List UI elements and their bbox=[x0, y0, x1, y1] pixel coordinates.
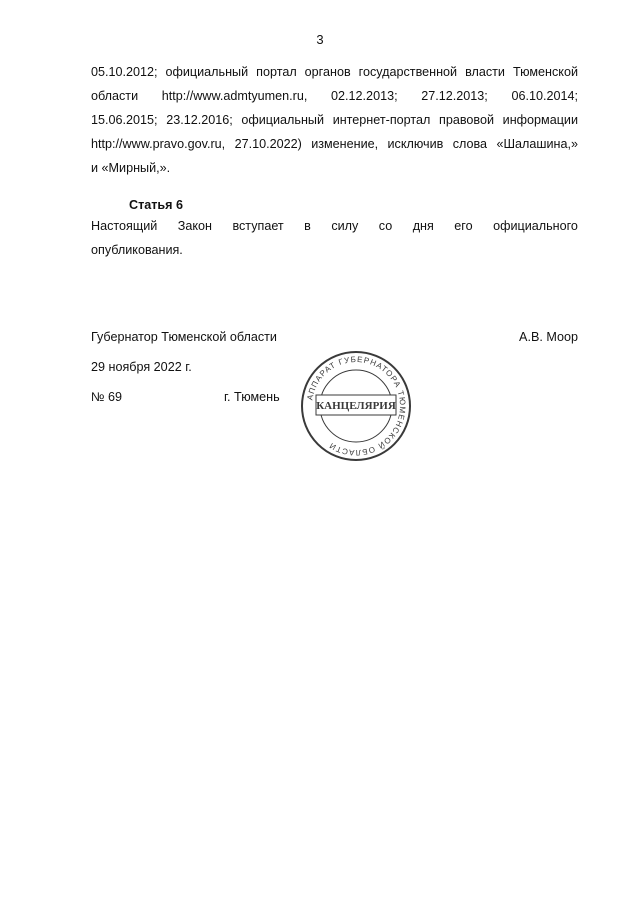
word: его bbox=[454, 219, 473, 233]
word: официальный bbox=[165, 65, 249, 79]
word: интернет-портал bbox=[332, 113, 431, 127]
stamp-center-text: КАНЦЕЛЯРИЯ bbox=[316, 400, 396, 412]
signing-city: г. Тюмень bbox=[224, 390, 280, 404]
page-number: 3 bbox=[316, 32, 324, 47]
word: 05.10.2012; bbox=[91, 65, 158, 79]
word: 27.12.2013; bbox=[421, 89, 488, 103]
text-line bbox=[91, 238, 578, 262]
word: силу bbox=[331, 219, 359, 233]
official-stamp bbox=[300, 350, 412, 462]
word: Закон bbox=[177, 219, 212, 233]
word: 15.06.2015; bbox=[91, 113, 158, 127]
word: со bbox=[378, 219, 393, 233]
word: официального bbox=[493, 219, 578, 233]
word: исключив bbox=[387, 137, 444, 151]
word: официальный bbox=[241, 113, 325, 127]
signing-date: 29 ноября 2022 г. bbox=[91, 360, 192, 374]
word: органов bbox=[304, 65, 351, 79]
signatory-name: А.В. Моор bbox=[519, 330, 578, 344]
word: 06.10.2014; bbox=[511, 89, 578, 103]
word: государственной bbox=[358, 65, 458, 79]
article6-heading: Статья 6 bbox=[129, 198, 184, 212]
text-line bbox=[91, 214, 578, 238]
word: Настоящий bbox=[91, 219, 158, 233]
word: портал bbox=[256, 65, 297, 79]
word: Тюменской bbox=[512, 65, 578, 79]
word: http://www.admtyumen.ru, bbox=[161, 89, 308, 103]
word: http://www.pravo.gov.ru, bbox=[91, 137, 226, 151]
word: дня bbox=[412, 219, 434, 233]
article6-paragraph bbox=[91, 214, 578, 262]
signatory-position: Губернатор Тюменской области bbox=[91, 330, 277, 344]
word: и «Мирный,». bbox=[91, 161, 171, 175]
word: слова bbox=[452, 137, 488, 151]
word: области bbox=[91, 89, 139, 103]
word: изменение, bbox=[311, 137, 379, 151]
word: 02.12.2013; bbox=[331, 89, 398, 103]
word: 23.12.2016; bbox=[166, 113, 233, 127]
text-line bbox=[91, 132, 578, 156]
word: в bbox=[304, 219, 311, 233]
word: власти bbox=[465, 65, 505, 79]
text-line bbox=[91, 108, 578, 132]
law-number: № 69 bbox=[91, 390, 123, 404]
stamp-ring-text: АППАРАТ ГУБЕРНАТОРА ТЮМЕНСКОЙ ОБЛАСТИ bbox=[305, 354, 408, 458]
word: информации bbox=[502, 113, 578, 127]
text-line bbox=[91, 84, 578, 108]
word: опубликования. bbox=[91, 243, 183, 257]
article5-tail-paragraph bbox=[91, 60, 578, 180]
word: вступает bbox=[232, 219, 284, 233]
word: «Шалашина,» bbox=[496, 137, 578, 151]
text-line bbox=[91, 60, 578, 84]
text-line bbox=[91, 156, 578, 180]
word: правовой bbox=[439, 113, 494, 127]
word: 27.10.2022) bbox=[234, 137, 302, 151]
